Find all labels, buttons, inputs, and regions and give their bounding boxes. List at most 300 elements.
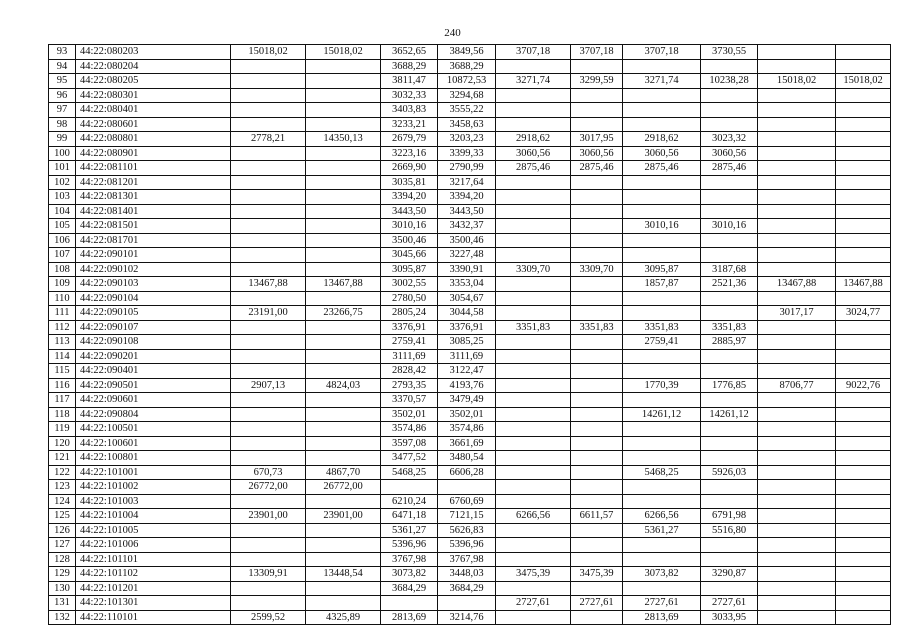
value-cell: 3443,50 [438,204,496,219]
value-cell [758,610,836,625]
value-cell [306,523,381,538]
value-cell [496,248,571,263]
value-cell: 3399,33 [438,146,496,161]
value-cell: 3394,20 [438,190,496,205]
row-number-cell: 114 [49,349,76,364]
value-cell: 3448,03 [438,567,496,582]
value-cell [231,262,306,277]
value-cell: 3597,08 [381,436,438,451]
value-cell [836,248,891,263]
cadastral-number-cell: 44:22:090201 [76,349,231,364]
value-cell: 3707,18 [571,45,623,60]
value-cell: 1857,87 [623,277,701,292]
cadastral-number-cell: 44:22:110101 [76,610,231,625]
value-cell: 4824,03 [306,378,381,393]
value-cell [758,581,836,596]
value-cell [231,103,306,118]
value-cell [758,132,836,147]
row-number-cell: 128 [49,552,76,567]
value-cell: 6606,28 [438,465,496,480]
value-cell [623,480,701,495]
value-cell: 10238,28 [701,74,758,89]
table-row [49,567,891,582]
value-cell [571,552,623,567]
row-number-cell: 102 [49,175,76,190]
value-cell [571,59,623,74]
value-cell [496,59,571,74]
cadastral-number-cell: 44:22:080801 [76,132,231,147]
value-cell [701,538,758,553]
value-cell: 15018,02 [306,45,381,60]
row-number-cell: 132 [49,610,76,625]
table-row [49,451,891,466]
value-cell [306,88,381,103]
value-cell [623,581,701,596]
value-cell: 13467,88 [231,277,306,292]
value-cell [623,117,701,132]
value-cell [701,364,758,379]
value-cell: 2875,46 [571,161,623,176]
value-cell [836,262,891,277]
value-cell [571,204,623,219]
value-cell: 2813,69 [381,610,438,625]
value-cell: 3299,59 [571,74,623,89]
value-cell [496,494,571,509]
data-table [48,44,891,625]
table-row [49,277,891,292]
value-cell [571,175,623,190]
value-cell: 3223,16 [381,146,438,161]
value-cell [758,161,836,176]
value-cell [496,306,571,321]
cadastral-number-cell: 44:22:081401 [76,204,231,219]
value-cell [701,248,758,263]
value-cell [836,494,891,509]
row-number-cell: 99 [49,132,76,147]
table-row [49,204,891,219]
value-cell [758,291,836,306]
value-cell [836,523,891,538]
value-cell [758,248,836,263]
value-cell [758,567,836,582]
value-cell: 3688,29 [381,59,438,74]
value-cell: 3010,16 [701,219,758,234]
value-cell [758,190,836,205]
value-cell [758,88,836,103]
value-cell: 6760,69 [438,494,496,509]
value-cell: 4867,70 [306,465,381,480]
value-cell [836,335,891,350]
value-cell [306,393,381,408]
value-cell [306,59,381,74]
value-cell: 23191,00 [231,306,306,321]
value-cell: 1776,85 [701,378,758,393]
value-cell: 6471,18 [381,509,438,524]
value-cell [496,407,571,422]
value-cell [623,204,701,219]
row-number-cell: 110 [49,291,76,306]
row-number-cell: 94 [49,59,76,74]
value-cell: 2679,79 [381,132,438,147]
value-cell [306,262,381,277]
value-cell [496,523,571,538]
value-cell: 3403,83 [381,103,438,118]
cadastral-number-cell: 44:22:101301 [76,596,231,611]
value-cell: 3458,63 [438,117,496,132]
table-row [49,175,891,190]
row-number-cell: 118 [49,407,76,422]
value-cell [231,494,306,509]
value-cell [306,422,381,437]
value-cell [701,233,758,248]
cadastral-number-cell: 44:22:090107 [76,320,231,335]
value-cell [306,204,381,219]
cadastral-number-cell: 44:22:081701 [76,233,231,248]
value-cell [836,204,891,219]
row-number-cell: 97 [49,103,76,118]
value-cell: 2918,62 [623,132,701,147]
value-cell: 2727,61 [571,596,623,611]
cadastral-number-cell: 44:22:081501 [76,219,231,234]
cadastral-number-cell: 44:22:101201 [76,581,231,596]
table-row [49,117,891,132]
value-cell [701,451,758,466]
value-cell [231,175,306,190]
value-cell [758,59,836,74]
value-cell: 15018,02 [758,74,836,89]
value-cell [701,436,758,451]
value-cell [758,480,836,495]
value-cell [231,117,306,132]
value-cell [836,436,891,451]
row-number-cell: 120 [49,436,76,451]
value-cell [701,393,758,408]
value-cell: 3661,69 [438,436,496,451]
table-row [49,581,891,596]
value-cell: 3688,29 [438,59,496,74]
value-cell [758,204,836,219]
cadastral-number-cell: 44:22:090101 [76,248,231,263]
cadastral-number-cell: 44:22:090804 [76,407,231,422]
value-cell [701,494,758,509]
table-row [49,422,891,437]
row-number-cell: 100 [49,146,76,161]
value-cell [496,219,571,234]
table-row [49,45,891,60]
value-cell: 9022,76 [836,378,891,393]
value-cell: 3390,91 [438,262,496,277]
table-row [49,74,891,89]
value-cell [306,538,381,553]
value-cell [758,538,836,553]
value-cell [836,393,891,408]
cadastral-number-cell: 44:22:101006 [76,538,231,553]
value-cell: 5926,03 [701,465,758,480]
value-cell [758,393,836,408]
value-cell: 3095,87 [381,262,438,277]
cadastral-number-cell: 44:22:080601 [76,117,231,132]
value-cell [758,523,836,538]
cadastral-number-cell: 44:22:081301 [76,190,231,205]
value-cell: 3351,83 [571,320,623,335]
table-row [49,233,891,248]
value-cell [496,436,571,451]
value-cell [496,552,571,567]
value-cell: 3033,95 [701,610,758,625]
value-cell [571,248,623,263]
value-cell: 2875,46 [701,161,758,176]
value-cell [623,88,701,103]
value-cell [231,596,306,611]
cadastral-number-cell: 44:22:080205 [76,74,231,89]
value-cell [701,204,758,219]
value-cell: 2875,46 [623,161,701,176]
cadastral-number-cell: 44:22:090102 [76,262,231,277]
value-cell: 670,73 [231,465,306,480]
value-cell [306,581,381,596]
value-cell: 3290,87 [701,567,758,582]
value-cell [306,146,381,161]
value-cell [231,219,306,234]
value-cell: 3730,55 [701,45,758,60]
cadastral-number-cell: 44:22:101102 [76,567,231,582]
value-cell [231,248,306,263]
row-number-cell: 101 [49,161,76,176]
value-cell [496,393,571,408]
value-cell [836,291,891,306]
value-cell [306,552,381,567]
value-cell [758,320,836,335]
value-cell: 3024,77 [836,306,891,321]
value-cell [231,291,306,306]
value-cell: 3811,47 [381,74,438,89]
table-row [49,103,891,118]
value-cell [623,306,701,321]
row-number-cell: 103 [49,190,76,205]
value-cell: 3073,82 [381,567,438,582]
value-cell: 3376,91 [381,320,438,335]
value-cell [231,364,306,379]
value-cell [623,494,701,509]
table-row [49,465,891,480]
value-cell [231,204,306,219]
value-cell: 2727,61 [496,596,571,611]
value-cell: 3023,32 [701,132,758,147]
value-cell [836,451,891,466]
value-cell [571,494,623,509]
value-cell [231,190,306,205]
value-cell: 3309,70 [571,262,623,277]
row-number-cell: 98 [49,117,76,132]
value-cell: 3271,74 [623,74,701,89]
value-cell [758,465,836,480]
cadastral-number-cell: 44:22:080204 [76,59,231,74]
value-cell [836,146,891,161]
value-cell: 8706,77 [758,378,836,393]
value-cell [836,132,891,147]
value-cell: 3443,50 [381,204,438,219]
value-cell: 2521,36 [701,277,758,292]
value-cell [701,306,758,321]
value-cell [571,335,623,350]
value-cell: 3767,98 [438,552,496,567]
value-cell [306,364,381,379]
value-cell [758,552,836,567]
value-cell [571,436,623,451]
value-cell: 3010,16 [381,219,438,234]
value-cell [231,523,306,538]
value-cell [231,552,306,567]
value-cell: 3351,83 [701,320,758,335]
value-cell [836,59,891,74]
value-cell [758,349,836,364]
value-cell: 2759,41 [381,335,438,350]
value-cell [496,277,571,292]
value-cell [623,190,701,205]
value-cell [701,175,758,190]
value-cell: 6611,57 [571,509,623,524]
row-number-cell: 105 [49,219,76,234]
value-cell: 7121,15 [438,509,496,524]
value-cell: 2780,50 [381,291,438,306]
value-cell [496,422,571,437]
value-cell [496,335,571,350]
row-number-cell: 123 [49,480,76,495]
value-cell: 3060,56 [496,146,571,161]
value-cell: 3351,83 [623,320,701,335]
value-cell: 3045,66 [381,248,438,263]
value-cell [306,161,381,176]
value-cell [496,378,571,393]
value-cell [836,610,891,625]
value-cell: 3233,21 [381,117,438,132]
table-row [49,88,891,103]
value-cell [623,393,701,408]
value-cell: 3010,16 [623,219,701,234]
value-cell: 3054,67 [438,291,496,306]
table-row [49,552,891,567]
value-cell [496,465,571,480]
value-cell: 3060,56 [623,146,701,161]
cadastral-number-cell: 44:22:081101 [76,161,231,176]
value-cell [571,233,623,248]
value-cell: 3707,18 [496,45,571,60]
value-cell [701,422,758,437]
page-number: 240 [444,27,461,39]
value-cell: 3849,56 [438,45,496,60]
value-cell [836,320,891,335]
value-cell [623,436,701,451]
value-cell [571,306,623,321]
value-cell [701,103,758,118]
row-number-cell: 112 [49,320,76,335]
value-cell [496,451,571,466]
table-row [49,523,891,538]
cadastral-number-cell: 44:22:101101 [76,552,231,567]
cadastral-number-cell: 44:22:090401 [76,364,231,379]
value-cell: 13309,91 [231,567,306,582]
value-cell: 2599,52 [231,610,306,625]
value-cell [306,335,381,350]
value-cell [496,480,571,495]
value-cell: 3376,91 [438,320,496,335]
value-cell [623,552,701,567]
table-row [49,320,891,335]
value-cell [231,335,306,350]
value-cell: 3394,20 [381,190,438,205]
value-cell [758,509,836,524]
cadastral-number-cell: 44:22:100801 [76,451,231,466]
value-cell [836,422,891,437]
value-cell [758,219,836,234]
value-cell [571,219,623,234]
value-cell: 3502,01 [381,407,438,422]
value-cell: 1770,39 [623,378,701,393]
table-row [49,335,891,350]
value-cell [496,349,571,364]
value-cell [571,88,623,103]
value-cell [306,451,381,466]
value-cell [836,161,891,176]
value-cell: 4325,89 [306,610,381,625]
value-cell: 23901,00 [231,509,306,524]
value-cell [496,190,571,205]
value-cell [758,596,836,611]
cadastral-number-cell: 44:22:080203 [76,45,231,60]
value-cell [231,538,306,553]
value-cell [571,364,623,379]
value-cell: 2828,42 [381,364,438,379]
value-cell: 2875,46 [496,161,571,176]
value-cell: 13467,88 [836,277,891,292]
value-cell: 3652,65 [381,45,438,60]
row-number-cell: 108 [49,262,76,277]
value-cell [758,451,836,466]
value-cell: 6210,24 [381,494,438,509]
table-row [49,262,891,277]
value-cell: 2778,21 [231,132,306,147]
table-row [49,132,891,147]
value-cell [623,538,701,553]
table-row [49,509,891,524]
row-number-cell: 122 [49,465,76,480]
value-cell [701,88,758,103]
value-cell [571,349,623,364]
value-cell: 3017,17 [758,306,836,321]
value-cell [758,175,836,190]
value-cell [571,480,623,495]
value-cell [758,407,836,422]
value-cell [571,465,623,480]
value-cell: 3684,29 [381,581,438,596]
value-cell [623,233,701,248]
value-cell [836,117,891,132]
cadastral-number-cell: 44:22:100501 [76,422,231,437]
table-row [49,610,891,625]
value-cell: 3477,52 [381,451,438,466]
table-row [49,436,891,451]
value-cell: 4193,76 [438,378,496,393]
value-cell: 3351,83 [496,320,571,335]
value-cell [701,581,758,596]
value-cell: 2918,62 [496,132,571,147]
value-cell [381,480,438,495]
value-cell [623,291,701,306]
value-cell: 2669,90 [381,161,438,176]
cadastral-number-cell: 44:22:090103 [76,277,231,292]
table-row [49,349,891,364]
value-cell: 14261,12 [623,407,701,422]
